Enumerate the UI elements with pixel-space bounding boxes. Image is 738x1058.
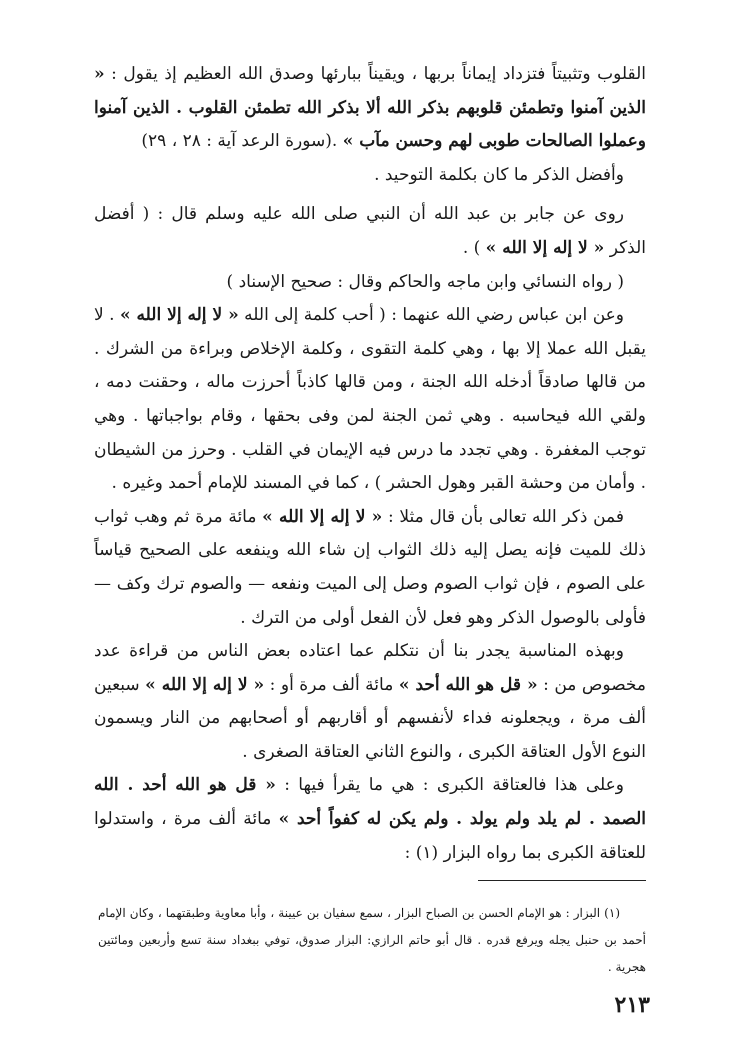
paragraph-8 [94,769,646,870]
page-number: ٢١٣ [614,992,650,1018]
text-segment: ) . [462,237,481,258]
paragraph-6 [94,501,646,635]
shahada-quote: « لا إله إلا الله » [119,305,239,326]
body-text [94,58,646,870]
text-segment: سبعين ألف مرة ، ويجعلونه فداء لأنفسهم أو أقاربهم أو أصحابهم من النار ويسمون النوع الأول العتاقة الكبرى ، والنوع الثاني العتاقة الصغرى . [94,674,646,762]
text-segment: وبهذه المناسبة يجدر بنا أن نتكلم عما اعتاده بعض الناس من قراءة عدد مخصوص من : [94,641,647,695]
text-segment: فمن ذكر الله تعالى بأن قال مثلا : [382,506,625,527]
paragraph-1 [94,58,646,159]
footnote [98,900,646,981]
paragraph-4 [94,266,646,300]
footnote-text: (١) البزار : هو الإمام الحسن بن الصباح البزار ، سمع سفيان بن عيينة ، وأبا معاوية وطبقتهما ، وكان الإمام أحمد بن حنبل يجله ويرفع قدره . قال أبو حاتم الرازي: البزار صدوق، توفي ببغداد سنة تسع وأربعين ومائتين هجرية . [98,906,646,974]
paragraph-2 [94,159,646,193]
footnote-divider [478,880,646,881]
shahada-quote: « لا إله إلا الله » [262,506,383,527]
shahada-quote: « لا إله إلا الله » [145,674,265,695]
text-segment: روى عن جابر بن عبد الله أن النبي صلى الله عليه وسلم قال : ( أفضل الذكر [94,204,646,258]
text-segment: .(سورة الرعد آية : ٢٨ ، ٢٩) [141,131,338,152]
text-segment: مائة ألف مرة أو : [264,674,394,695]
paragraph-7 [94,635,646,769]
text-segment: القلوب وتثبيتاً فتزداد إيماناً بربها ، ويقيناً ببارئها وصدق الله العظيم إذ يقول : [111,64,647,84]
text-segment: وأفضل الذكر ما كان بكلمة التوحيد . [374,164,624,185]
quran-quote: « الذين آمنوا وتطمئن قلوبهم بذكر الله ألا بذكر الله تطمئن القلوب . الذين آمنوا وعملوا الصالحات طوبى لهم وحسن مآب » [94,64,646,152]
text-segment: مائة مرة ثم وهب ثواب ذلك للميت فإنه يصل إليه ذلك الثواب إن شاء الله وينفعه على الصحيح قياساً على الصوم ، فإن ثواب الصوم وصل إلى الميت ونفعه — والصوم ترك وكف — فأولى بالوصول الذكر وهو فعل لأن الفعل أولى من الترك . [94,506,646,628]
shahada-quote: « لا إله إلا الله » [485,237,605,258]
surah-quote: « قل هو الله أحد » [398,674,538,695]
text-segment: وعن ابن عباس رضي الله عنهما : ( أحب كلمة إلى الله [238,305,624,326]
paragraph-3 [94,198,646,265]
citation: ( رواه النسائي وابن ماجه والحاكم وقال : صحيح الإسناد ) [226,271,624,292]
paragraph-5 [94,299,646,501]
text-segment: وعلى هذا فالعتاقة الكبرى : هي ما يقرأ فيها : [275,775,625,796]
text-segment: . لا يقبل الله عملا إلا بها ، وهي كلمة التقوى ، وكلمة الإخلاص وبراءة من الشرك . من قالها صادقاً أدخله الله الجنة ، ومن قالها كاذباً أحرزت ماله ، وحقنت دمه ، ولقي الله فيحاسبه . وهي ثمن الجنة لمن وفى بحقها ، وقام بواجباتها . وهي توجب المغفرة . وهي تجدد ما درس فيه الإيمان في القلب . وحرز من الشيطان . وأمان من وحشة القبر وهول الحشر ) ، كما في المسند للإمام أحمد وغيره . [94,305,646,494]
surah-quote: « قل هو الله أحد . الله الصمد . لم يلد ولم يولد . ولم يكن له كفواً أحد » [94,775,647,830]
text-segment: مائة ألف مرة ، واستدلوا للعتاقة الكبرى بما رواه البزار (١) : [94,809,646,863]
